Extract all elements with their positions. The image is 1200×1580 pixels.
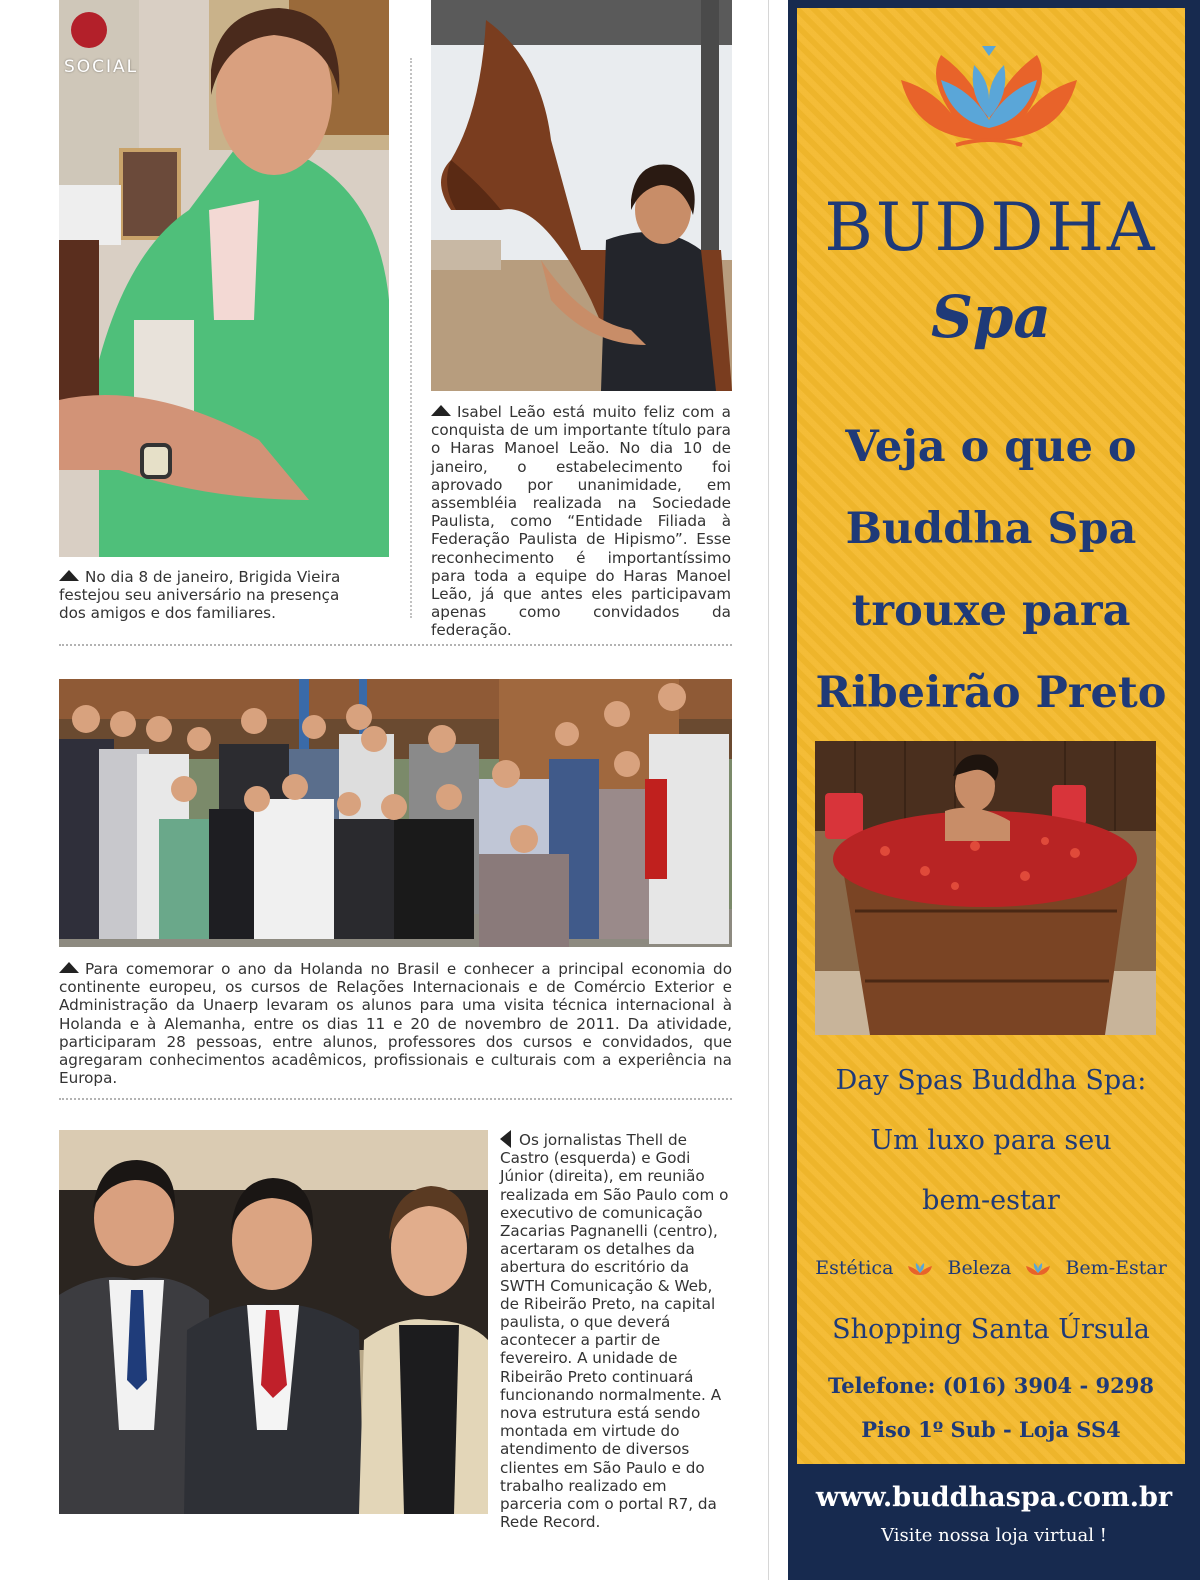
- column-separator: [410, 58, 412, 618]
- ad-headline-2: Buddha Spa: [845, 504, 1137, 554]
- lotus-logo-icon: [896, 40, 1082, 152]
- ad-subhead-1: Day Spas Buddha Spa:: [835, 1065, 1147, 1096]
- dotted-divider: [59, 644, 732, 646]
- triangle-up-icon: [431, 405, 451, 416]
- page-divider: [768, 0, 769, 1580]
- ad-photo-spa-tub: [815, 741, 1156, 1035]
- ad-services: [797, 1254, 1185, 1282]
- triangle-up-icon: [59, 962, 79, 973]
- ad-brand-name: BUDDHA: [824, 189, 1158, 266]
- photo-brigida: [59, 0, 389, 557]
- ad-subhead-2: Um luxo para seu: [870, 1125, 1112, 1156]
- caption-holanda: [59, 960, 732, 1087]
- ad-phone: Telefone: (016) 3904 - 9298: [828, 1373, 1154, 1398]
- triangle-left-icon: [500, 1130, 511, 1148]
- caption-jornalistas-text: Os jornalistas Thell de Castro (esquerda) e Godi Júnior (direita), em reunião realizada em São Paulo com o executivo de comunicação Zacarias Pagnanelli (centro), acertaram os detalhes da abertura do escritório da SWTH Comunicação & Web, de Ribeirão Preto, na capital paulista, o que deverá acontecer a partir de fevereiro. A unidade de Ribeirão Preto continuará funcionando normalmente. A nova estrutura está sendo montada em virtude do atendimento de diversos clientes em São Paulo e do trabalho realizado em parceria com o portal R7, da Rede Record.: [500, 1131, 729, 1532]
- ad-website-link[interactable]: www.buddhaspa.com.br: [815, 1482, 1173, 1513]
- photo-students-group: [59, 679, 732, 947]
- ad-headline-1: Veja o que o: [845, 422, 1137, 472]
- photo-isabel-horse: [431, 0, 732, 391]
- caption-holanda-text: Para comemorar o ano da Holanda no Brasil e conhecer a principal economia do continente europeu, os cursos de Relações Internacionais e de Comércio Exterior e Administração da Unaerp levaram os alunos para uma visita técnica internacional à Holanda e à Alemanha, entre os dias 11 e 20 de novembro de 2011. Da atividade, participaram 28 pessoas, entre alunos, professores dos cursos e convidados, que agregaram conhecimentos acadêmicos, profissionais e culturais com a experiência na Europa.: [59, 960, 732, 1088]
- caption-brigida: [59, 568, 369, 623]
- ad-subhead-3: bem-estar: [922, 1185, 1060, 1216]
- photo-journalists: [59, 1130, 488, 1514]
- dotted-divider: [59, 1098, 732, 1100]
- ad-headline-4: Ribeirão Preto: [815, 668, 1167, 718]
- ad-service-beleza: Beleza: [947, 1257, 1012, 1279]
- ad-service-estetica: Estética: [815, 1257, 894, 1279]
- caption-isabel: [431, 403, 731, 640]
- caption-jornalistas: [500, 1130, 730, 1531]
- section-label: SOCIAL: [64, 57, 139, 77]
- ad-headline-3: trouxe para: [851, 586, 1131, 636]
- triangle-up-icon: [59, 570, 79, 581]
- lotus-small-icon: [907, 1256, 933, 1284]
- ad-brand-sub: Spa: [930, 283, 1052, 351]
- caption-brigida-text: No dia 8 de janeiro, Brigida Vieira festejou seu aniversário na presença dos amigos e dos familiares.: [59, 568, 341, 623]
- ad-floor: Piso 1º Sub - Loja SS4: [861, 1417, 1121, 1442]
- lotus-small-icon: [1025, 1256, 1051, 1284]
- caption-isabel-text: Isabel Leão está muito feliz com a conquista de um importante título para o Haras Manoel Leão. No dia 10 de janeiro, o estabelecimento foi aprovado por unanimidade, em assembléia realizada na Sociedade Paulista, como “Entidade Filiada à Federação Paulista de Hipismo”. Esse reconhecimento é importantíssimo para toda a equipe do Haras Manoel Leão, já que antes eles participavam apenas como convidados da federação.: [431, 403, 731, 640]
- ad-tagline: Visite nossa loja virtual !: [881, 1525, 1107, 1546]
- ad-location: Shopping Santa Úrsula: [832, 1314, 1150, 1345]
- ad-service-bem-estar: Bem-Estar: [1065, 1257, 1167, 1279]
